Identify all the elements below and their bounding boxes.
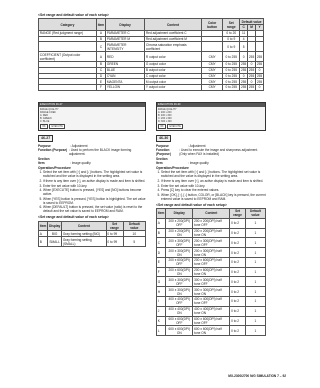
purpose-value: : Adjustment bbox=[70, 143, 88, 148]
sim-screen-right bbox=[156, 102, 266, 131]
th-color-button: Color button bbox=[201, 19, 222, 31]
table-cell: 200 x 600(DPI) half tone OFF bbox=[193, 257, 230, 267]
table-cell: 0 to 20 bbox=[223, 30, 240, 36]
top-table-caption: <Set range and default value of each setup> bbox=[38, 13, 109, 17]
table-cell: 400 x 400(DPI) half tone OFF bbox=[193, 297, 230, 307]
step: 1. Select the set item with [↑] and [↓] buttons. The highlighted set value is switched and the value is displayed in the setting area. bbox=[161, 170, 266, 178]
step: 2. If there is any item over [↑], an active display is made and item is shifted. bbox=[161, 179, 266, 183]
table-cell: 1 bbox=[245, 218, 265, 228]
table-cell: GREEN bbox=[106, 61, 145, 67]
table-cell: 255 bbox=[248, 52, 256, 62]
table-cell bbox=[39, 42, 97, 52]
table-cell: 200 x 200(DPI) ON bbox=[166, 228, 193, 238]
th: Display bbox=[166, 209, 193, 219]
screen-title: EXECUTION 46-30 bbox=[157, 103, 265, 107]
th-m: M bbox=[248, 25, 256, 31]
sim-screen-left bbox=[38, 102, 146, 131]
th-item: Item bbox=[96, 19, 105, 31]
table-cell: YELLOW bbox=[106, 85, 145, 91]
table-cell: BLUE bbox=[106, 67, 145, 73]
table-cell: Gray forming setting (BIG) bbox=[62, 231, 106, 237]
step: 4. Press [C] key to clear the entered values. bbox=[161, 188, 266, 192]
table-cell: 0 to 2 bbox=[230, 326, 246, 336]
item-label: Item bbox=[156, 161, 163, 166]
screen-line: IMAGE QUALITY bbox=[158, 108, 177, 112]
table-cell: F bbox=[96, 85, 105, 91]
table-cell: 200 x 600(DPI) ON bbox=[166, 267, 193, 277]
table-cell: L bbox=[157, 326, 166, 336]
table-cell: K bbox=[157, 316, 166, 326]
screen-line: RANGE COEF. bbox=[40, 111, 57, 115]
execute-button[interactable]: EXECUTE bbox=[49, 124, 65, 129]
table-cell: 0 to 255 bbox=[223, 61, 240, 67]
left-table-caption: <Set range and default value of each setup> bbox=[38, 215, 109, 220]
table-cell: Y output color bbox=[145, 85, 202, 91]
table-cell: 600 x 600(DPI) half tone ON bbox=[193, 326, 230, 336]
table-cell: RED bbox=[106, 52, 145, 62]
table-row bbox=[39, 85, 264, 91]
screen-title: EXECUTION 46-27 bbox=[39, 103, 145, 107]
screen-line: C: BLUE bbox=[40, 120, 50, 124]
execute-button[interactable]: EXECUTE bbox=[167, 124, 183, 129]
left-column bbox=[38, 102, 146, 247]
step: 3. Enter the set value with 10-key. bbox=[43, 184, 146, 188]
table-cell: 200 x 200(DPI) OFF bbox=[166, 218, 193, 228]
table-cell: 255 bbox=[248, 85, 255, 90]
table-cell: Red adjustment coefficient C bbox=[145, 30, 202, 36]
th: Set range bbox=[106, 221, 123, 231]
table-cell: C bbox=[96, 42, 105, 52]
step: 5. When [OK], [↑], [↓] button, COLOR, or [BLACK] key is pressed, the current entered value is saved to EEPROM and RAM. bbox=[161, 193, 266, 201]
table-cell: 0 to 255 bbox=[223, 52, 240, 62]
item-value: : Image quality bbox=[188, 161, 209, 166]
function-label: Function (Purpose) bbox=[38, 148, 68, 153]
table-cell: PARAMETER M bbox=[106, 36, 145, 42]
table-cell: 0 to 2 bbox=[230, 238, 246, 248]
table-cell: 400 x 400(DPI) half tone ON bbox=[193, 306, 230, 316]
table-cell: 600 x 600(DPI) ON bbox=[166, 326, 193, 336]
page-footer: MX-2300/2700 N/G SIMULATION 7 – 92 bbox=[228, 374, 286, 378]
table-cell bbox=[256, 42, 264, 52]
table-cell: A bbox=[157, 218, 166, 228]
table-cell: 600 x 600(DPI) half tone OFF bbox=[193, 316, 230, 326]
table-cell: CMY bbox=[201, 79, 222, 85]
table-cell: D bbox=[96, 73, 105, 79]
table-cell: 1 bbox=[245, 228, 265, 238]
table-cell: E bbox=[157, 257, 166, 267]
table-cell: C bbox=[96, 67, 105, 73]
table-row bbox=[157, 257, 266, 267]
table-cell: 0 to 2 bbox=[230, 287, 246, 297]
table-cell: 0 to 2 bbox=[230, 297, 246, 307]
table-cell: 5 bbox=[240, 42, 248, 52]
table-cell: CMY bbox=[201, 52, 222, 62]
table-cell: PARAMETER C bbox=[106, 30, 145, 36]
screen-line: B: GREEN bbox=[40, 117, 52, 121]
table-row bbox=[157, 316, 266, 326]
table-cell: 0 bbox=[256, 85, 264, 91]
table-cell: Chroma saturation emphasis coefficient bbox=[145, 42, 202, 52]
table-cell: E bbox=[96, 79, 105, 85]
th: Content bbox=[193, 209, 230, 219]
table-cell: 1 bbox=[245, 316, 265, 326]
table-cell: 1 bbox=[245, 248, 265, 258]
table-row bbox=[39, 52, 264, 62]
function-label: Function (Purpose) bbox=[156, 148, 171, 157]
table-cell: 600 x 600(DPI) OFF bbox=[166, 316, 193, 326]
operation-label: Operation/Procedure bbox=[38, 166, 71, 171]
table-cell: B bbox=[39, 237, 48, 247]
table-row bbox=[157, 326, 266, 336]
table-cell: CYAN bbox=[106, 73, 145, 79]
step: 4. When [EXECUTE] button is pressed, [YES] and [NO] buttons become active. bbox=[43, 188, 146, 196]
table-cell: 1 bbox=[245, 238, 265, 248]
table-cell: B bbox=[96, 36, 105, 42]
table-cell: I bbox=[157, 297, 166, 307]
table-cell: CMY bbox=[201, 61, 222, 67]
table-cell: 0 to 99 bbox=[106, 237, 123, 247]
table-cell: MAGENTA bbox=[106, 79, 145, 85]
th: Item bbox=[157, 209, 166, 219]
table-cell: 300 x 300(DPI) half tone OFF bbox=[193, 277, 230, 287]
table-cell: 255 bbox=[240, 68, 247, 73]
th: Content bbox=[62, 221, 106, 231]
table-cell: 300 x 300(DPI) ON bbox=[166, 287, 193, 297]
table-cell: 255 bbox=[248, 73, 255, 78]
table-cell: 255 bbox=[240, 62, 247, 67]
table-cell: 0 to 255 bbox=[223, 73, 240, 79]
table-cell: CMY bbox=[201, 67, 222, 73]
table-row bbox=[39, 42, 264, 52]
table-cell: C output color bbox=[145, 73, 202, 79]
table-cell: 1 bbox=[245, 277, 265, 287]
screen-line: B: 200 x 300 bbox=[158, 114, 172, 118]
table-cell: 200 x 300(DPI) half tone OFF bbox=[193, 238, 230, 248]
table-cell: 0 bbox=[256, 67, 264, 73]
table-cell: R output color bbox=[145, 52, 202, 62]
th-set-range: Set range bbox=[223, 19, 240, 31]
table-row bbox=[157, 277, 266, 287]
table-cell: 400 x 400(DPI) ON bbox=[166, 306, 193, 316]
table-cell: 0 to 2 bbox=[230, 277, 246, 287]
table-cell: 1 bbox=[245, 297, 265, 307]
table-cell: 200 x 600(DPI) half tone ON bbox=[193, 267, 230, 277]
sim-number: 46-27 bbox=[38, 135, 53, 141]
table-row bbox=[157, 238, 266, 248]
table-cell: 0 bbox=[240, 52, 248, 62]
table-cell: J bbox=[157, 306, 166, 316]
table-cell: 255 bbox=[248, 68, 255, 73]
step: 1. Select the set item with [↑] and [↓] buttons. The highlighted set value is switched and the value is displayed in the setting area. bbox=[43, 170, 146, 178]
table-cell: D bbox=[157, 248, 166, 258]
screen-line: D: 300 x 300 bbox=[158, 120, 172, 124]
table-cell: 255 bbox=[256, 79, 263, 84]
table-cell: 0 to 255 bbox=[223, 79, 240, 85]
table-cell: 5 bbox=[123, 237, 145, 247]
section-label: Section bbox=[38, 156, 50, 161]
purpose-label: Purpose bbox=[38, 143, 51, 148]
table-cell: 0 to 255 bbox=[223, 85, 240, 91]
left-settings-table bbox=[38, 221, 146, 247]
th: Set range bbox=[230, 209, 246, 219]
table-cell: 255 bbox=[256, 62, 263, 67]
table-cell: SMALL bbox=[48, 237, 62, 247]
item-label: Item bbox=[38, 161, 45, 166]
table-cell: 0 bbox=[248, 61, 256, 67]
table-row bbox=[157, 228, 266, 238]
table-cell: B output color bbox=[145, 67, 202, 73]
table-cell: 200 x 200(DPI) half tone OFF bbox=[193, 218, 230, 228]
screen-line: A: 200 x 200 bbox=[158, 111, 172, 115]
table-cell: CMY bbox=[201, 73, 222, 79]
table-cell: 1 bbox=[245, 267, 265, 277]
table-row bbox=[157, 297, 266, 307]
item-value: : Image quality bbox=[70, 161, 91, 166]
table-cell: 1 bbox=[245, 257, 265, 267]
table-cell: 11 bbox=[240, 30, 248, 36]
table-cell: 1 bbox=[245, 306, 265, 316]
table-cell: A bbox=[96, 52, 105, 62]
th: Default value bbox=[123, 221, 145, 231]
table-cell: 0 bbox=[248, 79, 256, 85]
table-cell: 0 to 2 bbox=[230, 218, 246, 228]
th-c: C bbox=[240, 25, 248, 31]
table-cell bbox=[248, 42, 256, 52]
table-row bbox=[157, 287, 266, 297]
screen-line: C: 200 x 600 bbox=[158, 117, 172, 121]
table-cell: 200 x 300(DPI) OFF bbox=[166, 238, 193, 248]
table-cell: PARAMETER INTENSITY bbox=[106, 42, 145, 52]
sim-number: 46-30 bbox=[156, 135, 171, 141]
table-row bbox=[157, 218, 266, 228]
table-cell: BIG bbox=[48, 231, 62, 237]
table-cell: 0 to 2 bbox=[230, 267, 246, 277]
table-row bbox=[157, 267, 266, 277]
right-column bbox=[156, 102, 266, 336]
table-cell: 0 to 2 bbox=[230, 248, 246, 258]
table-cell: 200 x 600(DPI) OFF bbox=[166, 257, 193, 267]
table-row bbox=[157, 306, 266, 316]
table-cell: 0 to 2 bbox=[230, 306, 246, 316]
th: Display bbox=[48, 221, 62, 231]
table-cell: 0 bbox=[240, 73, 248, 79]
table-cell: 10 bbox=[123, 231, 145, 237]
table-cell: Gray forming setting (SMALL) bbox=[62, 237, 106, 247]
table-cell: C bbox=[157, 238, 166, 248]
table-cell: 400 x 400(DPI) OFF bbox=[166, 297, 193, 307]
step: 3. Enter the set value with 10-key. bbox=[161, 184, 266, 188]
table-row bbox=[157, 248, 266, 258]
purpose-label: Purpose bbox=[156, 143, 169, 148]
top-settings-table bbox=[38, 18, 264, 91]
ok-button[interactable]: OK bbox=[158, 124, 166, 129]
table-cell: 255 bbox=[256, 73, 263, 78]
th-category: Category bbox=[39, 19, 97, 31]
purpose-value: : Adjustment bbox=[188, 143, 206, 148]
step: 5. When [YES] button is pressed, [YES] button is highlighted. The set value is saved to EEPROM. bbox=[43, 197, 146, 205]
table-cell: H bbox=[157, 287, 166, 297]
table-cell: G output color bbox=[145, 61, 202, 67]
table-cell: 200 x 300(DPI) ON bbox=[166, 248, 193, 258]
top-section bbox=[38, 13, 264, 91]
table-cell: A bbox=[96, 30, 105, 36]
table-cell: 255 bbox=[240, 79, 247, 84]
table-cell: 0 to 2 bbox=[230, 228, 246, 238]
table-cell: A bbox=[39, 231, 48, 237]
table-cell: 4 bbox=[240, 36, 248, 42]
table-cell: 255 bbox=[240, 85, 247, 90]
table-cell: 200 x 300(DPI) half tone ON bbox=[193, 248, 230, 258]
th: Item bbox=[39, 221, 48, 231]
table-cell: 0 to 9 bbox=[223, 36, 240, 42]
table-cell: RANGE (Red judgment range) bbox=[39, 30, 97, 36]
table-cell bbox=[201, 42, 222, 52]
right-table-caption: <Set range and default value of each setup> bbox=[156, 202, 227, 207]
table-cell: B bbox=[157, 228, 166, 238]
function-value: : Used to perform the BLACK image forming adjustment. bbox=[68, 148, 132, 157]
section-label: Section bbox=[156, 156, 168, 161]
step: 2. If there is any item over [↑], an active display is made and item is shifted. bbox=[43, 179, 146, 183]
table-cell: 200 x 200(DPI) half tone ON bbox=[193, 228, 230, 238]
table-cell: G bbox=[157, 277, 166, 287]
table-cell: 1 bbox=[245, 326, 265, 336]
table-cell: 300 x 300(DPI) OFF bbox=[166, 277, 193, 287]
table-cell bbox=[39, 85, 97, 91]
table-cell: 1 bbox=[245, 287, 265, 297]
th-content: Content bbox=[145, 19, 202, 31]
table-cell: 0 to 2 bbox=[230, 257, 246, 267]
th-y: Y bbox=[256, 25, 264, 31]
table-cell: COEFFICIENT (Output color coefficient) bbox=[39, 52, 97, 62]
operation-label: Operation/Procedure bbox=[156, 166, 189, 171]
th-default-value: Default value bbox=[241, 19, 262, 24]
table-row bbox=[39, 237, 146, 247]
right-settings-table bbox=[156, 208, 266, 336]
screen-line: IMAGE QUALITY bbox=[40, 108, 59, 112]
step: 6. When [DEFAULT] button is pressed, the set value (ratio) is reset to the default and the set value is saved to EEPROM and RAM. bbox=[43, 205, 146, 213]
table-cell: 0 to 99 bbox=[106, 231, 123, 237]
th: Default value bbox=[245, 209, 265, 219]
table-cell: 0 to 255 bbox=[223, 67, 240, 73]
table-cell: CMY bbox=[201, 85, 222, 91]
ok-button[interactable]: OK bbox=[40, 124, 48, 129]
table-cell: B bbox=[96, 61, 105, 67]
table-cell: 0 to 2 bbox=[230, 316, 246, 326]
table-cell: F bbox=[157, 267, 166, 277]
table-cell: Red adjustment coefficient M bbox=[145, 36, 202, 42]
table-cell: 255 bbox=[256, 52, 264, 62]
th-display: Display bbox=[106, 19, 145, 31]
table-cell: M output color bbox=[145, 79, 202, 85]
function-value: : Used to execute the image and sharpness adjustment. (Only when FAX is installed) bbox=[179, 148, 259, 157]
screen-line: A: RED bbox=[40, 114, 48, 118]
table-cell: 0 to 9 bbox=[223, 42, 240, 52]
table-cell: 300 x 300(DPI) half tone ON bbox=[193, 287, 230, 297]
